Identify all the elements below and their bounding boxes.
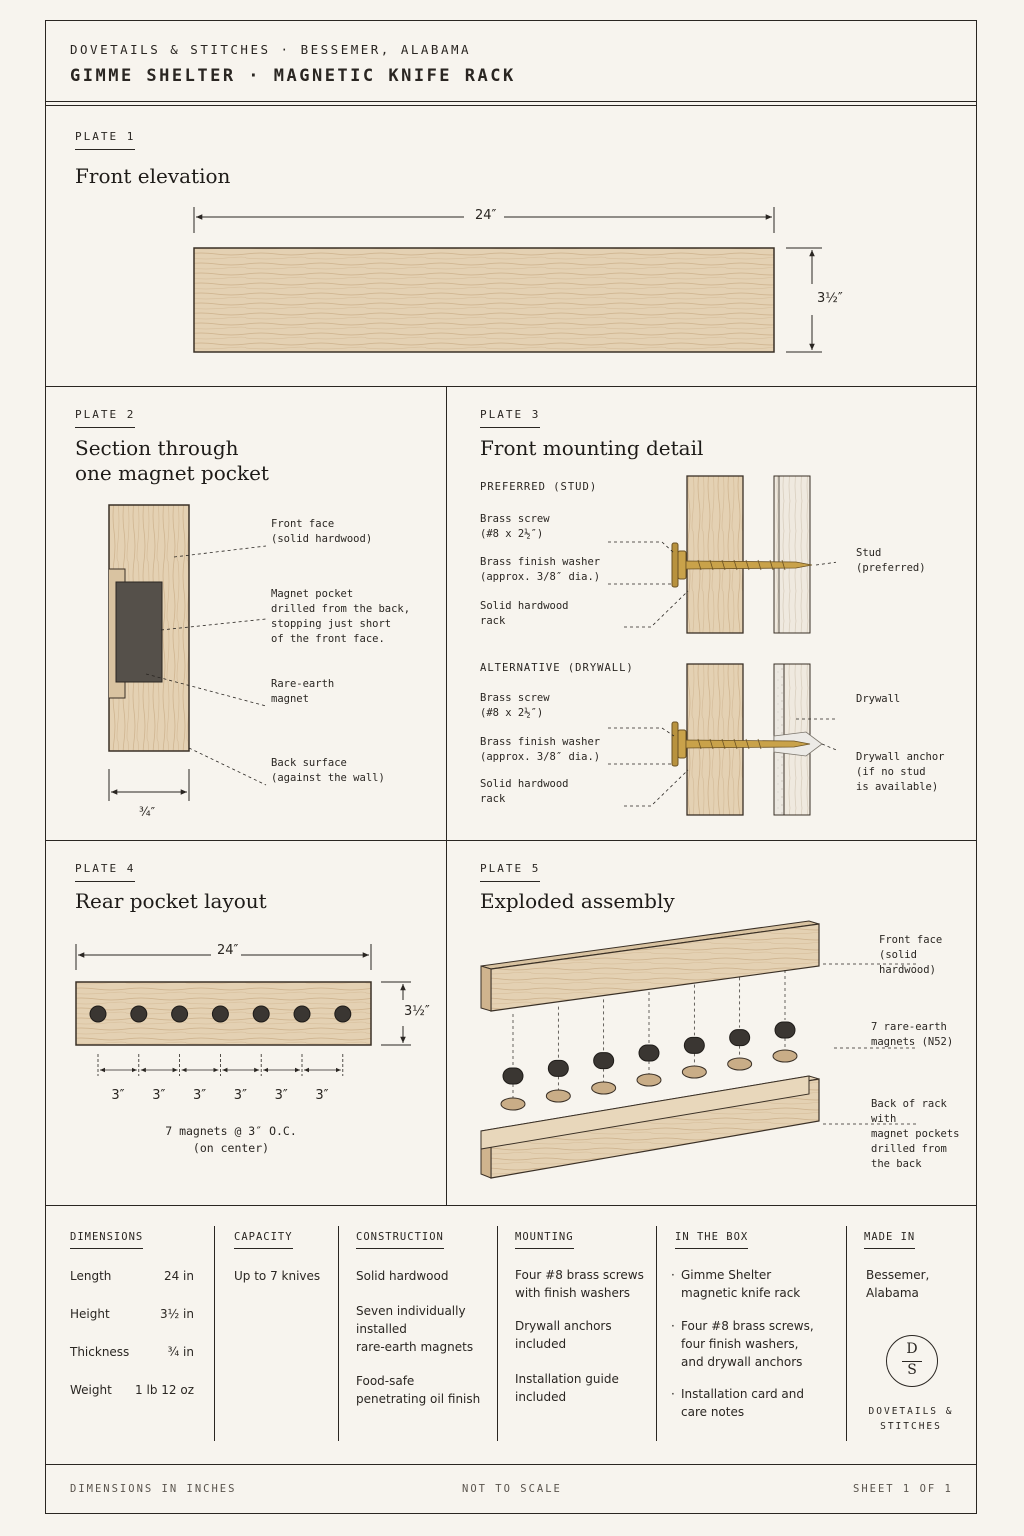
rear-magnet-hole <box>335 1006 351 1022</box>
plate1-height-dim: 3½″ <box>817 291 843 306</box>
box-bullet-2: · <box>671 1319 675 1333</box>
spec-divider-2 <box>338 1226 339 1441</box>
spacing-label: 3″ <box>274 1088 288 1103</box>
spacing-label: 3″ <box>233 1088 247 1103</box>
logo-letter-bottom: S <box>907 1362 917 1378</box>
maker-line: DOVETAILS & STITCHES · BESSEMER, ALABAMA <box>70 42 472 57</box>
plate4-title: Rear pocket layout <box>75 889 267 913</box>
box-item-2: Four #8 brass screws, four finish washers, and drywall anchors <box>681 1319 814 1369</box>
back-board-pocket <box>501 1098 525 1110</box>
construction-item-3: Food-safe penetrating oil finish <box>356 1374 481 1406</box>
callout-rare-earth-magnet: Rare-earth magnet <box>271 678 335 705</box>
callout-back-surface: Back surface (against the wall) <box>271 757 385 784</box>
product-title: GIMME SHELTER · MAGNETIC KNIFE RACK <box>70 66 516 86</box>
made-in-location: Bessemer, Alabama <box>866 1268 930 1300</box>
rear-pocket-layout-drawing <box>66 936 446 1106</box>
rear-magnet-hole <box>253 1006 269 1022</box>
stud-label: Stud (preferred) <box>856 547 926 574</box>
mounting-heading: MOUNTING <box>515 1231 574 1249</box>
column-divider <box>446 386 447 1205</box>
back-board-pocket <box>592 1082 616 1094</box>
spec-divider-5 <box>846 1226 847 1441</box>
capacity-heading: CAPACITY <box>234 1231 293 1249</box>
preferred-rack-label: Solid hardwood rack <box>480 600 569 627</box>
spec-divider-4 <box>656 1226 657 1441</box>
dimension-value: ¾ in <box>167 1345 194 1359</box>
box-item-1: Gimme Shelter magnetic knife rack <box>681 1268 801 1300</box>
exploded-back-label: Back of rack with magnet pockets drilled from the back <box>871 1098 960 1170</box>
rear-magnet-hole <box>294 1006 310 1022</box>
alternative-washer-label: Brass finish washer (approx. 3/8″ dia.) <box>480 736 601 763</box>
drywall-label: Drywall <box>856 693 901 705</box>
rear-magnet-hole <box>172 1006 188 1022</box>
rear-magnet-hole <box>131 1006 147 1022</box>
mounting-item-3: Installation guide included <box>515 1372 619 1404</box>
floating-magnet <box>775 1022 795 1038</box>
plate1-width-dim: 24″ <box>475 208 497 223</box>
box-bullet-3: · <box>671 1387 675 1401</box>
plate1-label: PLATE 1 <box>75 130 135 150</box>
dimensions-heading: DIMENSIONS <box>70 1231 143 1249</box>
spacing-label: 3″ <box>152 1088 166 1103</box>
plate4-width-dim: 24″ <box>217 943 239 958</box>
ds-logo <box>886 1335 938 1387</box>
in-the-box-heading: IN THE BOX <box>675 1231 748 1249</box>
box-bullet-1: · <box>671 1268 675 1282</box>
front-elevation-drawing <box>186 201 866 361</box>
plate4-label: PLATE 4 <box>75 862 135 882</box>
row-divider-2 <box>46 840 976 841</box>
plate5-title: Exploded assembly <box>480 889 675 913</box>
exploded-magnets-label: 7 rare-earth magnets (N52) <box>871 1021 954 1048</box>
footer-rule <box>46 1464 976 1465</box>
capacity-value: Up to 7 knives <box>234 1269 321 1283</box>
exploded-front-face-label: Front face (solid hardwood) <box>879 934 943 976</box>
spec-divider-3 <box>497 1226 498 1441</box>
drywall-anchor-label: Drywall anchor (if no stud is available) <box>856 751 945 793</box>
footer-scale: NOT TO SCALE <box>462 1483 562 1495</box>
alternative-screw-label: Brass screw (#8 x 2½″) <box>480 692 550 719</box>
preferred-heading: PREFERRED (STUD) <box>480 481 598 493</box>
floating-magnet <box>503 1068 523 1084</box>
magnet-spacing-note: 7 magnets @ 3″ O.C. (on center) <box>165 1124 297 1155</box>
floating-magnet <box>594 1053 614 1069</box>
plate3-label: PLATE 3 <box>480 408 540 428</box>
dimension-label: Length <box>70 1269 112 1283</box>
back-board-pocket <box>728 1058 752 1070</box>
preferred-screw-label: Brass screw (#8 x 2½″) <box>480 513 550 540</box>
rear-magnet-hole <box>90 1006 106 1022</box>
plate2-label: PLATE 2 <box>75 408 135 428</box>
logo-letter-top: D <box>906 1341 918 1357</box>
plate2-thickness-dim: ¾″ <box>139 805 156 819</box>
back-board-pocket <box>637 1074 661 1086</box>
callout-front-face: Front face (solid hardwood) <box>271 518 373 545</box>
dimension-label: Thickness <box>70 1345 130 1359</box>
construction-item-1: Solid hardwood <box>356 1269 449 1283</box>
footer-units: DIMENSIONS IN INCHES <box>70 1483 237 1495</box>
alternative-heading: ALTERNATIVE (DRYWALL) <box>480 662 634 674</box>
preferred-washer-label: Brass finish washer (approx. 3/8″ dia.) <box>480 556 601 583</box>
made-in-heading: MADE IN <box>864 1231 915 1249</box>
dimension-value: 24 in <box>163 1269 194 1283</box>
plate5-label: PLATE 5 <box>480 862 540 882</box>
plate3-title: Front mounting detail <box>480 436 704 460</box>
back-board-pocket <box>682 1066 706 1078</box>
back-board-pocket <box>773 1050 797 1062</box>
row-divider-3 <box>46 1205 976 1206</box>
plate4-height-dim: 3½″ <box>404 1004 430 1019</box>
dimension-label: Height <box>70 1307 110 1321</box>
back-board-pocket <box>546 1090 570 1102</box>
logo-wordmark: DOVETAILS & STITCHES <box>868 1406 954 1432</box>
plate2-title-line2: one magnet pocket <box>75 461 269 485</box>
construction-item-2: Seven individually installed rare-earth magnets <box>356 1304 474 1354</box>
rear-magnet-hole <box>212 1006 228 1022</box>
dimension-value: 1 lb 12 oz <box>135 1383 194 1397</box>
spacing-label: 3″ <box>315 1088 329 1103</box>
spacing-label: 3″ <box>111 1088 125 1103</box>
header-rule <box>46 101 976 102</box>
floating-magnet <box>639 1045 659 1061</box>
floating-magnet <box>684 1037 704 1053</box>
callout-magnet-pocket: Magnet pocket drilled from the back, stopping just short of the front face. <box>271 588 411 645</box>
plate1-title: Front elevation <box>75 164 231 188</box>
header-rule-double <box>46 105 976 106</box>
plate2-title-line1: Section through <box>75 436 239 460</box>
mounting-item-2: Drywall anchors included <box>515 1319 612 1351</box>
floating-magnet <box>730 1030 750 1046</box>
alternative-rack-label: Solid hardwood rack <box>480 778 569 805</box>
floating-magnet <box>548 1060 568 1076</box>
mounting-item-1: Four #8 brass screws with finish washers <box>515 1268 644 1300</box>
row-divider-1 <box>46 386 976 387</box>
drawing-sheet <box>45 20 977 1514</box>
construction-heading: CONSTRUCTION <box>356 1231 444 1249</box>
spec-divider-1 <box>214 1226 215 1441</box>
dimension-label: Weight <box>70 1383 112 1397</box>
box-item-3: Installation card and care notes <box>681 1387 804 1419</box>
footer-sheet: SHEET 1 OF 1 <box>853 1483 953 1495</box>
spacing-label: 3″ <box>193 1088 207 1103</box>
dimension-value: 3½ in <box>159 1307 194 1321</box>
